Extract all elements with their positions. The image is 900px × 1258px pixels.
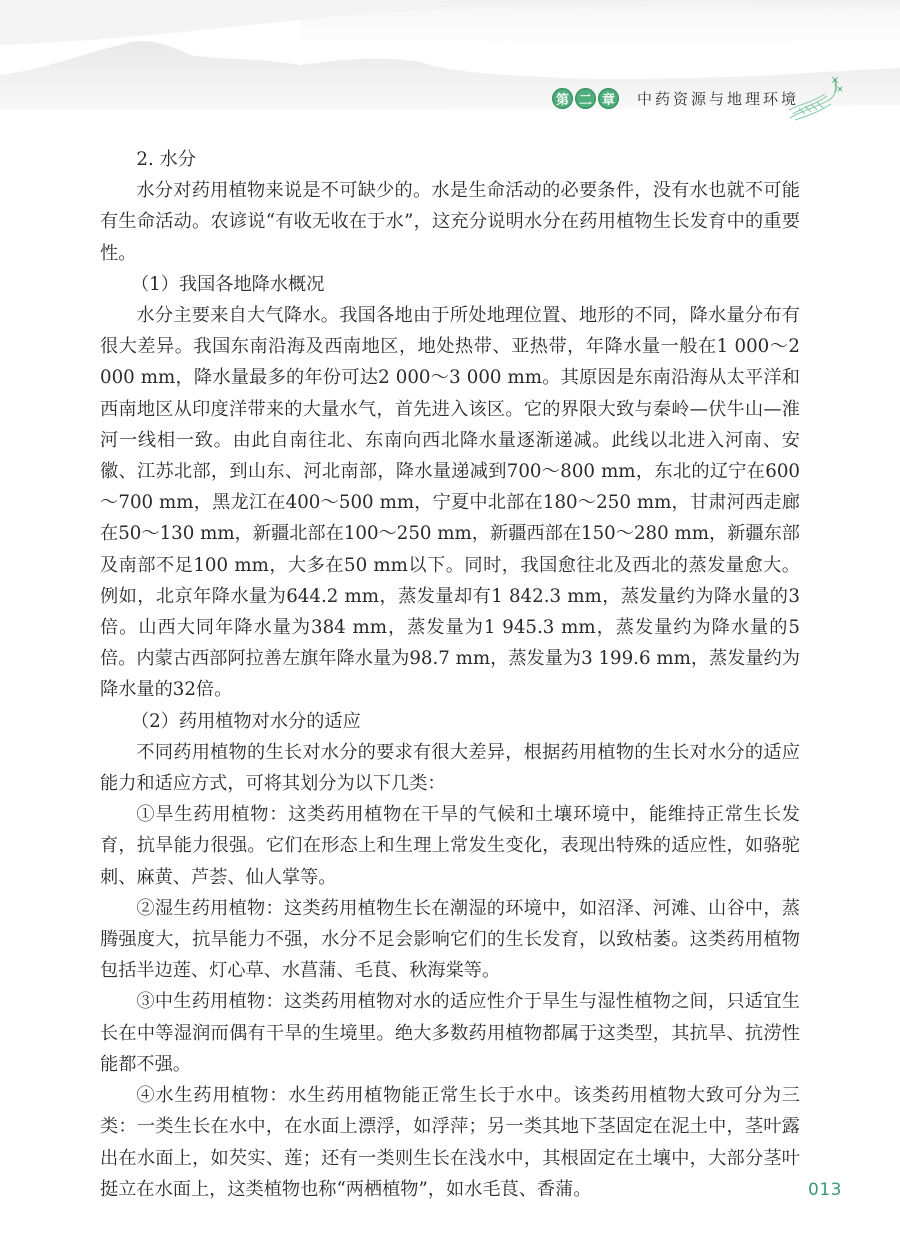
- subsection-heading: （2）药用植物对水分的适应: [130, 710, 361, 732]
- chapter-badge: 二: [575, 88, 596, 109]
- adaptation-paragraph: 不同药用植物的生长对水分的要求有很大差异，根据药用植物的生长对水分的适应能力和适应方式，可将其划分为以下几类：: [100, 741, 800, 795]
- chapter-number-badges: [552, 88, 619, 109]
- page-number: 013: [808, 1180, 842, 1200]
- list-item: ②湿生药用植物：这类药用植物生长在潮湿的环境中，如沼泽、河滩、山谷中，蒸腾强度大，抗旱能力不强，水分不足会影响它们的生长发育，以致枯萎。这类药用植物包括半边莲、灯心草、水菖蒲、毛茛、秋海棠等。: [100, 897, 800, 982]
- intro-paragraph: 水分对药用植物来说是不可缺少的。水是生命活动的必要条件，没有水也就不可能有生命活动。农谚说“有收无收在于水”，这充分说明水分在药用植物生长发育中的重要性。: [100, 180, 800, 264]
- list-item: ④水生药用植物：水生药用植物能正常生长于水中。该类药用植物大致可分为三类：一类生长在水中，在水面上漂浮，如浮萍；另一类其地下茎固定在泥土中，茎叶露出在水面上，如芡实、莲；还有一类则生长在浅水中，其根固定在土壤中，大部分茎叶挺立在水面上，这类植物也称“两栖植物”，如水毛茛、香蒲。: [100, 1085, 800, 1200]
- header-mountain-decoration: [0, 0, 900, 140]
- chapter-header: [552, 88, 799, 109]
- subsection-heading: （1）我国各地降水概况: [130, 273, 325, 295]
- chapter-badge: 第: [552, 88, 573, 109]
- page-body: [100, 144, 800, 1205]
- chapter-title: 中药资源与地理环境: [637, 90, 800, 108]
- precipitation-paragraph: 水分主要来自大气降水。我国各地由于所处地理位置、地形的不同，降水量分布有很大差异。我国东南沿海及西南地区，地处热带、亚热带，年降水量一般在1 000～2 000 mm，降水量最多的年份可达2 000～3 000 mm。其原因是东南沿海从太平洋和西南地区从印度洋带来的大量水气，首先进入该区。它的界限大致与秦岭—伏牛山—淮河一线相一致。由此自南往北、东南向西北降水量逐渐递减。此线以北进入河南、安徽、江苏北部，到山东、河北南部，降水量递减到700～800 mm，东北的辽宁在600～700 mm，黑龙江在400～500 mm，宁夏中北部在180～250 mm，甘肃河西走廊在50～130 mm，新疆北部在100～250 mm，新疆西部在150～280 mm，新疆东部及南部不足100 mm，大多在50 mm以下。同时，我国愈往北及西北的蒸发量愈大。例如，北京年降水量为644.2 mm，蒸发量却有1 842.3 mm，蒸发量约为降水量的3倍。山西大同年降水量为384 mm，蒸发量为1 945.3 mm，蒸发量约为降水量的5倍。内蒙古西部阿拉善左旗年降水量为98.7 mm，蒸发量为3 199.6 mm，蒸发量约为降水量的32倍。: [100, 305, 800, 701]
- chapter-badge: 章: [598, 88, 619, 109]
- list-item: ①旱生药用植物：这类药用植物在干旱的气候和土壤环境中，能维持正常生长发育，抗旱能力很强。它们在形态上和生理上常发生变化，表现出特殊的适应性，如骆驼刺、麻黄、芦荟、仙人掌等。: [100, 804, 800, 888]
- herb-plant-icon: [785, 70, 855, 125]
- section-heading: 2. 水分: [136, 149, 196, 170]
- list-item: ③中生药用植物：这类药用植物对水的适应性介于旱生与湿性植物之间，只适宜生长在中等湿润而偶有干旱的生境里。绝大多数药用植物都属于这类型，其抗旱、抗涝性能都不强。: [100, 991, 800, 1075]
